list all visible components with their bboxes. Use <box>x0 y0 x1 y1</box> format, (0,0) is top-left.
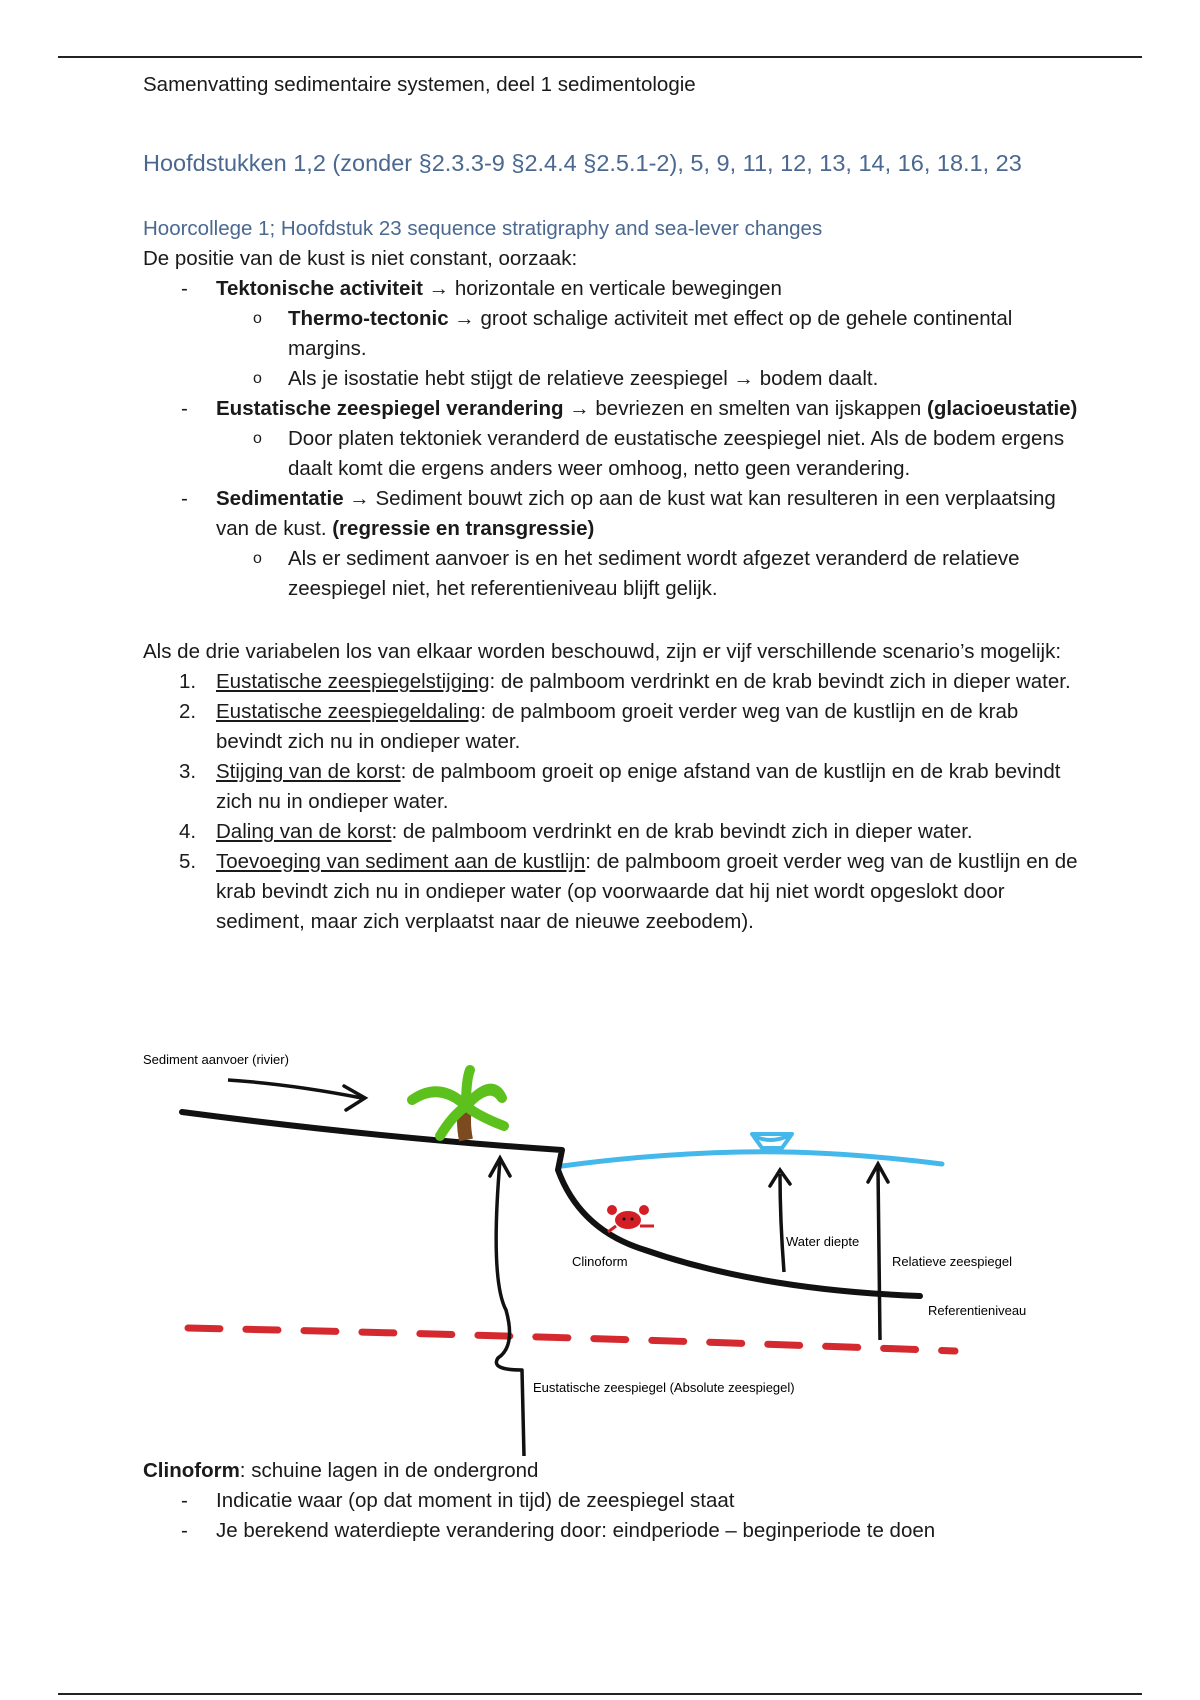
cause-item: - Eustatische zeespiegel verandering → bevriezen en smelten van ijskappen (glacioeustatie) o Door platen tektoniek veranderd de eustatische zeespiegel niet. Als de bodem ergens daalt komt die ergens anders weer omhoog, netto geen verandering. <box>143 394 1083 484</box>
sediment-arrow <box>228 1080 362 1098</box>
land-surface-line <box>182 1112 920 1296</box>
boat-icon <box>752 1134 792 1148</box>
cause-item: - Sedimentatie → Sediment bouwt zich op aan de kust wat kan resulteren in een verplaatsing van de kust. (regressie en transgressie) o Als er sediment aanvoer is en het sediment wordt afgezet veranderd de relatieve zeespiegel niet, het referentieniveau blijft gelijk. <box>143 484 1083 604</box>
sediment-label: Sediment aanvoer (rivier) <box>143 1052 289 1067</box>
water-surface-line <box>562 1152 942 1166</box>
document-body <box>143 70 1083 937</box>
sub-item: o Door platen tektoniek veranderd de eustatische zeespiegel niet. Als de bodem ergens daalt komt die ergens anders weer omhoog, netto geen verandering. <box>143 424 1083 484</box>
scenario-item: 1. Eustatische zeespiegelstijging: de palmboom verdrinkt en de krab bevindt zich in dieper water. <box>179 670 1071 693</box>
sub-item: o Als er sediment aanvoer is en het sediment wordt afgezet veranderd de relatieve zeespiegel niet, het referentieniveau blijft gelijk. <box>143 544 1083 604</box>
reference-level-label: Referentieniveau <box>928 1303 1027 1318</box>
causes-list <box>143 274 1083 604</box>
clinoform-bullet: - Indicatie waar (op dat moment in tijd) de zeespiegel staat <box>143 1486 1083 1516</box>
clinoform-term: Clinoform <box>143 1459 240 1482</box>
water-depth-label: Water diepte <box>786 1234 860 1249</box>
relative-sea-label: Relatieve zeespiegel <box>892 1254 1012 1269</box>
top-rule <box>58 56 1142 58</box>
clinoform-bullet: - Je berekend waterdiepte verandering door: eindperiode – beginperiode te doen <box>143 1516 1083 1546</box>
sea-level-diagram <box>0 1040 1200 1460</box>
eustatic-label: Eustatische zeespiegel (Absolute zeespiegel) <box>533 1380 795 1395</box>
clinoform-label: Clinoform <box>572 1254 628 1269</box>
scenario-item: 4. Daling van de korst: de palmboom verdrinkt en de krab bevindt zich in dieper water. <box>179 820 973 843</box>
scenario-item: 2. Eustatische zeespiegeldaling: de palmboom groeit verder weg van de kustlijn en de krab bevindt zich nu in ondieper water. <box>179 700 1019 753</box>
eustatic-arrow <box>496 1160 524 1456</box>
clinoform-definition: : schuine lagen in de ondergrond <box>239 1459 539 1482</box>
scenarios-list <box>143 667 1083 937</box>
scenario-item: 3. Stijging van de korst: de palmboom groeit op enige afstand van de kustlijn en de krab bevindt zich nu in ondieper water. <box>179 760 1061 813</box>
chapters-heading: Hoofdstukken 1,2 (zonder §2.3.3-9 §2.4.4 §2.5.1-2), 5, 9, 11, 12, 13, 14, 16, 18.1, 23 <box>143 150 1022 176</box>
intro-text: De positie van de kust is niet constant, oorzaak: <box>143 247 578 270</box>
sub-item: o Thermo-tectonic → groot schalige activiteit met effect op de gehele continental margins. <box>143 304 1083 364</box>
lecture-heading: Hoorcollege 1; Hoofdstuk 23 sequence stratigraphy and sea-lever changes <box>143 217 823 240</box>
crab-icon <box>607 1205 654 1232</box>
scenario-item: 5. Toevoeging van sediment aan de kustlijn: de palmboom groeit verder weg van de kustlijn en de krab bevindt zich nu in ondieper water (op voorwaarde dat hij niet wordt opgeslokt door sediment, maar zich verplaatst naar de nieuwe zeebodem). <box>179 850 1078 933</box>
document-title: Samenvatting sedimentaire systemen, deel 1 sedimentologie <box>143 73 696 96</box>
relative-sea-arrow <box>878 1168 880 1340</box>
bottom-rule <box>58 1693 1142 1695</box>
clinoform-section <box>143 1456 1083 1546</box>
palm-tree-icon <box>412 1070 504 1140</box>
water-depth-arrow <box>780 1174 784 1272</box>
eustatic-sea-level-line <box>188 1328 955 1351</box>
sub-item: o Als je isostatie hebt stijgt de relatieve zeespiegel → bodem daalt. <box>143 364 1083 394</box>
cause-item: - Tektonische activiteit → horizontale en verticale bewegingen o Thermo-tectonic → groot schalige activiteit met effect op de gehele continental margins. o Als je isostatie hebt stijgt de relatieve zeespiegel → bodem daalt. <box>143 274 1083 394</box>
clinoform-bullets <box>143 1486 1083 1546</box>
scenarios-intro: Als de drie variabelen los van elkaar worden beschouwd, zijn er vijf verschillende scenario’s mogelijk: <box>143 640 1062 663</box>
